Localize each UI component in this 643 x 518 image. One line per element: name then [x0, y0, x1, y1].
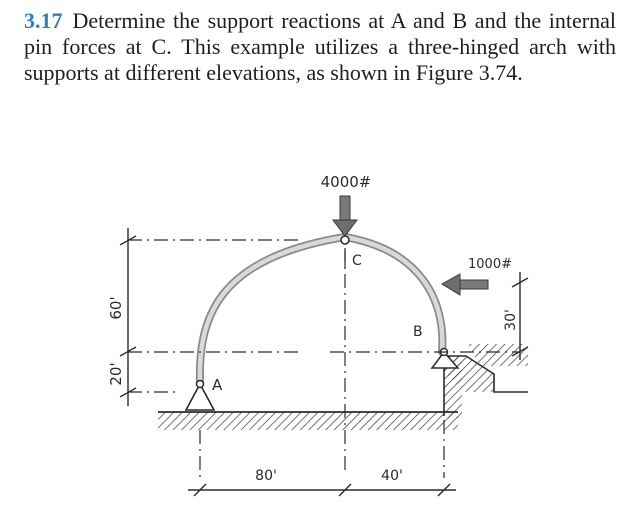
problem-text: Determine the support reactions at A and B and the internal pin forces at C. This example utilizes a three-hinged arch with supports at different elevations, as shown in Figure 3.74. — [24, 8, 616, 85]
hinge-c — [341, 236, 349, 244]
dim-height-low: 20' — [107, 362, 125, 386]
vertical-load-arrow — [333, 196, 357, 236]
dim-span-right: 40' — [381, 468, 403, 484]
dim-span-left: 80' — [255, 468, 277, 484]
support-a-pin — [186, 381, 214, 411]
three-hinged-arch-figure — [92, 150, 552, 512]
arch-member — [200, 237, 443, 384]
horizontal-load-label: 1000# — [468, 257, 512, 272]
dim-height-total: 60' — [107, 296, 125, 320]
horizontal-load-arrow — [442, 274, 488, 295]
point-c-label: C — [352, 253, 362, 269]
bottom-dimension-line — [188, 484, 456, 496]
point-a-label: A — [212, 376, 223, 394]
problem-statement — [24, 8, 616, 86]
problem-number: 3.17 — [24, 8, 63, 33]
vertical-load-label: 4000# — [320, 173, 372, 191]
dim-height-right: 30' — [503, 309, 519, 331]
point-b-label: B — [413, 324, 423, 340]
